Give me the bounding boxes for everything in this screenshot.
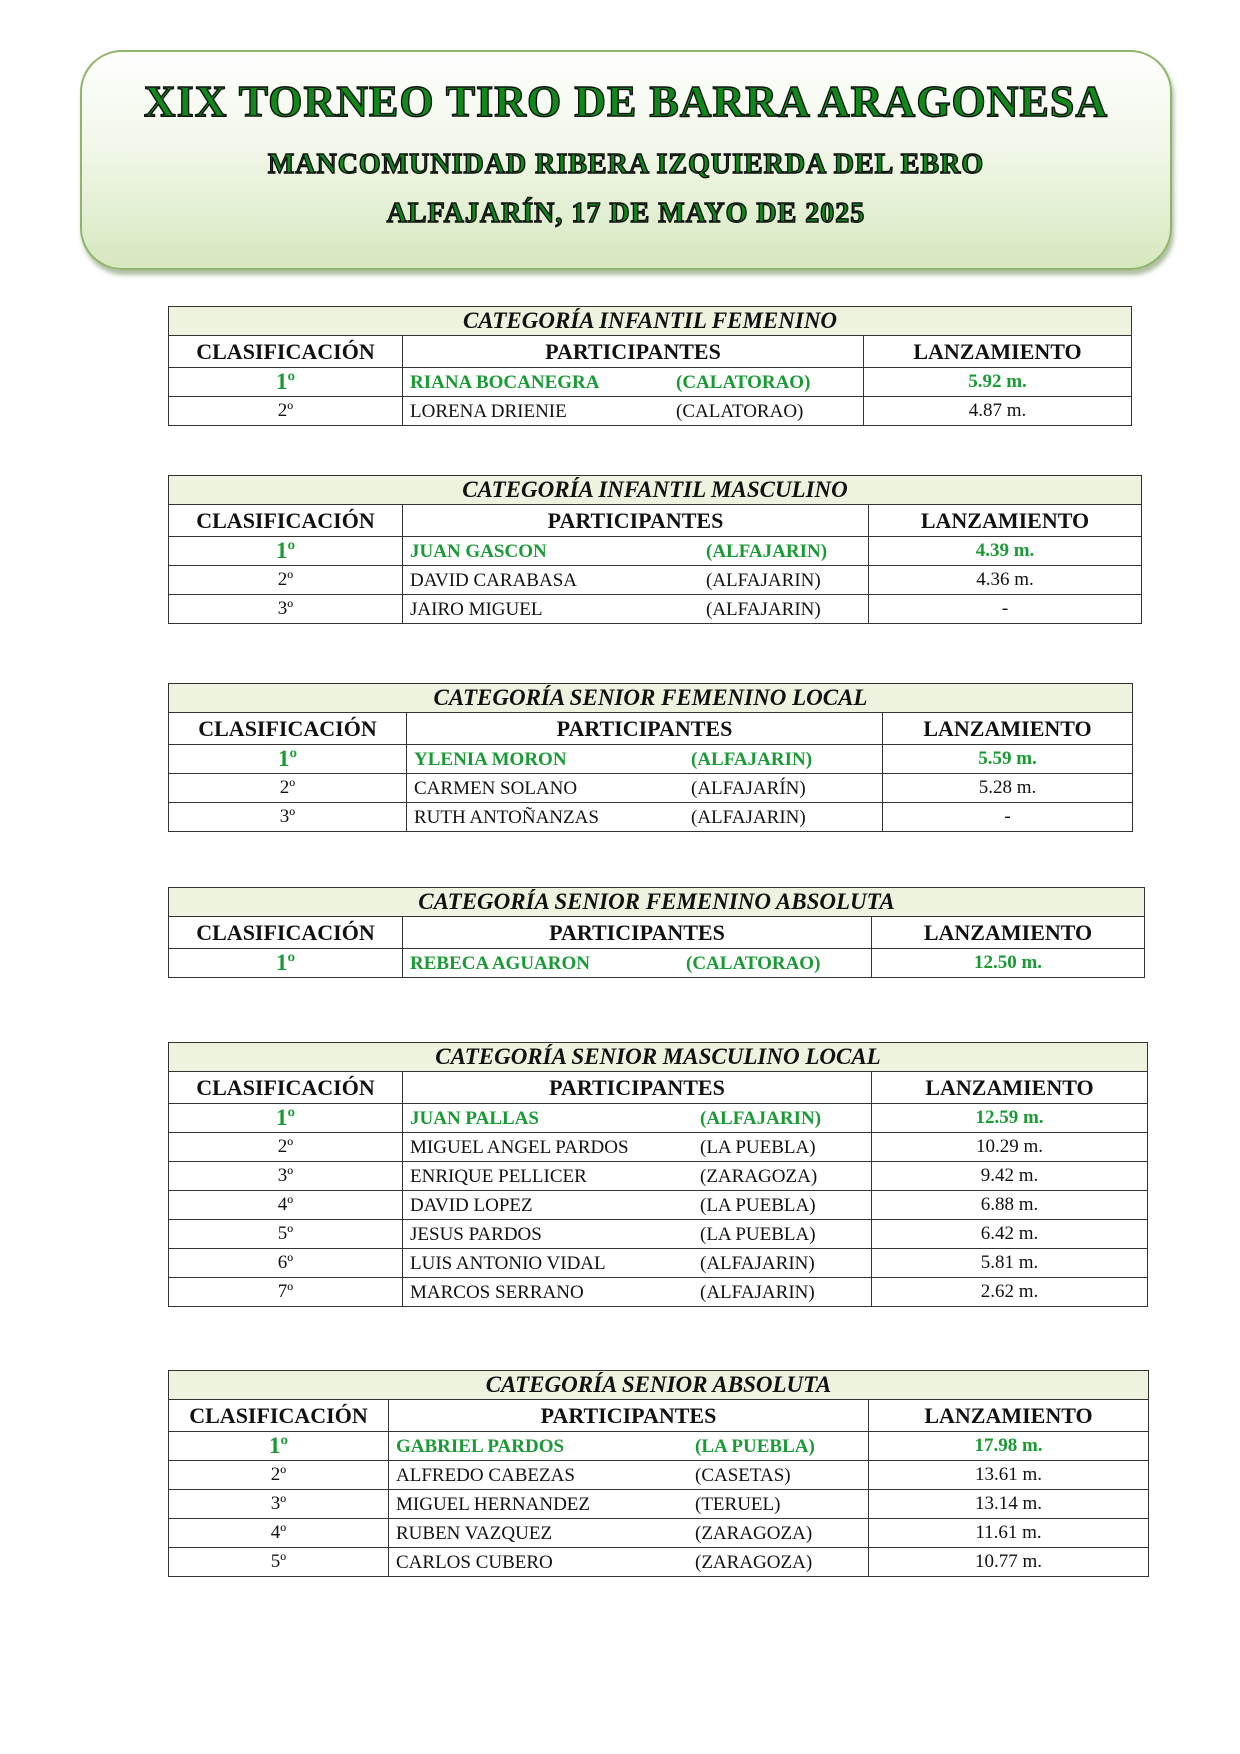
throw-distance: 12.50 m. [872, 949, 1145, 978]
col-header-rank: CLASIFICACIÓN [169, 336, 403, 368]
category-table [168, 475, 1142, 624]
rank-cell: 3º [169, 1490, 389, 1519]
table-row [169, 1220, 1148, 1249]
throw-distance: 5.81 m. [872, 1249, 1148, 1278]
col-header-rank: CLASIFICACIÓN [169, 1072, 403, 1104]
category-title: CATEGORÍA SENIOR ABSOLUTA [169, 1371, 1149, 1400]
throw-distance: - [883, 803, 1133, 832]
rank-cell: 2º [169, 1133, 403, 1162]
table-row [169, 803, 1133, 832]
rank-cell: 3º [169, 1162, 403, 1191]
participant-cell [403, 397, 864, 426]
rank-cell: 1º [169, 1104, 403, 1133]
participant-town: (LA PUEBLA) [700, 1195, 816, 1216]
participant-name: LORENA DRIENIE [410, 401, 567, 422]
throw-distance: 5.59 m. [883, 745, 1133, 774]
throw-distance: 5.28 m. [883, 774, 1133, 803]
participant-cell [403, 1191, 872, 1220]
participant-town: (ALFAJARIN) [691, 807, 806, 828]
participant-town: (ALFAJARIN) [691, 749, 813, 770]
col-header-rank: CLASIFICACIÓN [169, 917, 403, 949]
participant-town: (LA PUEBLA) [695, 1436, 815, 1457]
table-row [169, 1461, 1149, 1490]
col-header-participants: PARTICIPANTES [407, 713, 883, 745]
participant-town: (ALFAJARIN) [706, 570, 821, 591]
rank-cell: 1º [169, 949, 403, 978]
col-header-throw: LANZAMIENTO [869, 1400, 1149, 1432]
rank-cell: 7º [169, 1278, 403, 1307]
table-row [169, 1104, 1148, 1133]
table-row [169, 537, 1142, 566]
participant-town: (ALFAJARÍN) [691, 778, 806, 799]
participant-cell [403, 1162, 872, 1191]
rank-cell: 2º [169, 397, 403, 426]
title-banner [80, 50, 1172, 270]
throw-distance: 4.39 m. [869, 537, 1142, 566]
category-table [168, 1370, 1149, 1577]
participant-town: (ZARAGOZA) [695, 1552, 813, 1573]
rank-cell: 4º [169, 1519, 389, 1548]
col-header-participants: PARTICIPANTES [403, 505, 869, 537]
participant-name: DAVID CARABASA [410, 570, 577, 591]
rank-cell: 6º [169, 1249, 403, 1278]
participant-name: ENRIQUE PELLICER [410, 1166, 587, 1187]
col-header-throw: LANZAMIENTO [869, 505, 1142, 537]
participant-town: (ALFAJARIN) [700, 1253, 815, 1274]
participant-cell [407, 774, 883, 803]
participant-name: RUBEN VAZQUEZ [396, 1523, 553, 1544]
table-row [169, 1432, 1149, 1461]
rank-cell: 4º [169, 1191, 403, 1220]
throw-distance: 4.36 m. [869, 566, 1142, 595]
throw-distance: 10.29 m. [872, 1133, 1148, 1162]
participant-name: DAVID LOPEZ [410, 1195, 533, 1216]
throw-distance: - [869, 595, 1142, 624]
participant-cell [403, 949, 872, 978]
participant-name: MIGUEL HERNANDEZ [396, 1494, 591, 1515]
throw-distance: 12.59 m. [872, 1104, 1148, 1133]
category-title: CATEGORÍA SENIOR FEMENINO ABSOLUTA [169, 888, 1145, 917]
col-header-participants: PARTICIPANTES [403, 917, 872, 949]
rank-cell: 2º [169, 1461, 389, 1490]
participant-town: (ALFAJARIN) [706, 541, 828, 562]
participant-name: RUTH ANTOÑANZAS [414, 807, 599, 828]
rank-cell: 3º [169, 595, 403, 624]
table-row [169, 566, 1142, 595]
throw-distance: 6.42 m. [872, 1220, 1148, 1249]
participant-name: JESUS PARDOS [410, 1224, 542, 1245]
category-table [168, 683, 1133, 832]
participant-cell [407, 803, 883, 832]
participant-cell [403, 1220, 872, 1249]
col-header-throw: LANZAMIENTO [872, 917, 1145, 949]
throw-distance: 4.87 m. [864, 397, 1132, 426]
category-title: CATEGORÍA INFANTIL MASCULINO [169, 476, 1142, 505]
rank-cell: 1º [169, 368, 403, 397]
participant-cell [389, 1461, 869, 1490]
category-table [168, 1042, 1148, 1307]
participant-cell [389, 1432, 869, 1461]
rank-cell: 2º [169, 774, 407, 803]
participant-name: CARMEN SOLANO [414, 778, 578, 799]
col-header-participants: PARTICIPANTES [389, 1400, 869, 1432]
participant-town: (TERUEL) [695, 1494, 781, 1515]
throw-distance: 11.61 m. [869, 1519, 1149, 1548]
category-table [168, 306, 1132, 426]
participant-name: GABRIEL PARDOS [396, 1436, 565, 1457]
participant-town: (ALFAJARIN) [700, 1108, 822, 1129]
throw-distance: 17.98 m. [869, 1432, 1149, 1461]
col-header-participants: PARTICIPANTES [403, 1072, 872, 1104]
participant-cell [403, 595, 869, 624]
col-header-throw: LANZAMIENTO [872, 1072, 1148, 1104]
table-row [169, 368, 1132, 397]
participant-town: (CASETAS) [695, 1465, 791, 1486]
page-title: XIX TORNEO TIRO DE BARRA ARAGONESA [143, 77, 1109, 126]
page-subtitle: MANCOMUNIDAD RIBERA IZQUIERDA DEL EBRO [267, 149, 985, 180]
participant-name: RIANA BOCANEGRA [410, 372, 600, 393]
throw-distance: 13.14 m. [869, 1490, 1149, 1519]
participant-town: (LA PUEBLA) [700, 1137, 816, 1158]
table-row [169, 1519, 1149, 1548]
rank-cell: 3º [169, 803, 407, 832]
col-header-rank: CLASIFICACIÓN [169, 713, 407, 745]
rank-cell: 1º [169, 1432, 389, 1461]
table-row [169, 595, 1142, 624]
participant-town: (CALATORAO) [686, 953, 821, 974]
participant-cell [403, 368, 864, 397]
participant-town: (LA PUEBLA) [700, 1224, 816, 1245]
throw-distance: 9.42 m. [872, 1162, 1148, 1191]
participant-town: (CALATORAO) [676, 401, 804, 422]
participant-name: MARCOS SERRANO [410, 1282, 584, 1303]
participant-cell [403, 1104, 872, 1133]
table-row [169, 1278, 1148, 1307]
col-header-throw: LANZAMIENTO [864, 336, 1132, 368]
participant-town: (ALFAJARIN) [706, 599, 821, 620]
category-title: CATEGORÍA SENIOR FEMENINO LOCAL [169, 684, 1133, 713]
participant-cell [389, 1548, 869, 1577]
col-header-participants: PARTICIPANTES [403, 336, 864, 368]
participant-name: JUAN GASCON [410, 541, 547, 562]
participant-name: LUIS ANTONIO VIDAL [410, 1253, 606, 1274]
throw-distance: 13.61 m. [869, 1461, 1149, 1490]
category-title: CATEGORÍA SENIOR MASCULINO LOCAL [169, 1043, 1148, 1072]
participant-name: MIGUEL ANGEL PARDOS [410, 1137, 629, 1158]
participant-cell [403, 1133, 872, 1162]
participant-cell [403, 1278, 872, 1307]
table-row [169, 774, 1133, 803]
rank-cell: 5º [169, 1548, 389, 1577]
table-row [169, 745, 1133, 774]
category-title: CATEGORÍA INFANTIL FEMENINO [169, 307, 1132, 336]
table-row [169, 949, 1145, 978]
rank-cell: 1º [169, 745, 407, 774]
participant-cell [403, 566, 869, 595]
event-date: ALFAJARÍN, 17 DE MAYO DE 2025 [386, 198, 866, 229]
participant-town: (ZARAGOZA) [695, 1523, 813, 1544]
participant-name: CARLOS CUBERO [396, 1552, 553, 1573]
table-row [169, 1162, 1148, 1191]
participant-town: (ALFAJARIN) [700, 1282, 815, 1303]
rank-cell: 2º [169, 566, 403, 595]
table-row [169, 397, 1132, 426]
participant-town: (CALATORAO) [676, 372, 811, 393]
col-header-throw: LANZAMIENTO [883, 713, 1133, 745]
participant-cell [403, 537, 869, 566]
participant-cell [389, 1490, 869, 1519]
table-row [169, 1490, 1149, 1519]
participant-cell [407, 745, 883, 774]
rank-cell: 5º [169, 1220, 403, 1249]
throw-distance: 6.88 m. [872, 1191, 1148, 1220]
participant-name: YLENIA MORON [414, 749, 567, 770]
participant-name: ALFREDO CABEZAS [396, 1465, 575, 1486]
table-row [169, 1548, 1149, 1577]
category-table [168, 887, 1145, 978]
rank-cell: 1º [169, 537, 403, 566]
throw-distance: 10.77 m. [869, 1548, 1149, 1577]
participant-town: (ZARAGOZA) [700, 1166, 818, 1187]
participant-name: JAIRO MIGUEL [410, 599, 543, 620]
table-row [169, 1249, 1148, 1278]
throw-distance: 2.62 m. [872, 1278, 1148, 1307]
col-header-rank: CLASIFICACIÓN [169, 1400, 389, 1432]
throw-distance: 5.92 m. [864, 368, 1132, 397]
participant-cell [403, 1249, 872, 1278]
col-header-rank: CLASIFICACIÓN [169, 505, 403, 537]
table-row [169, 1133, 1148, 1162]
participant-name: JUAN PALLAS [410, 1108, 539, 1129]
table-row [169, 1191, 1148, 1220]
participant-name: REBECA AGUARON [410, 953, 590, 974]
participant-cell [389, 1519, 869, 1548]
